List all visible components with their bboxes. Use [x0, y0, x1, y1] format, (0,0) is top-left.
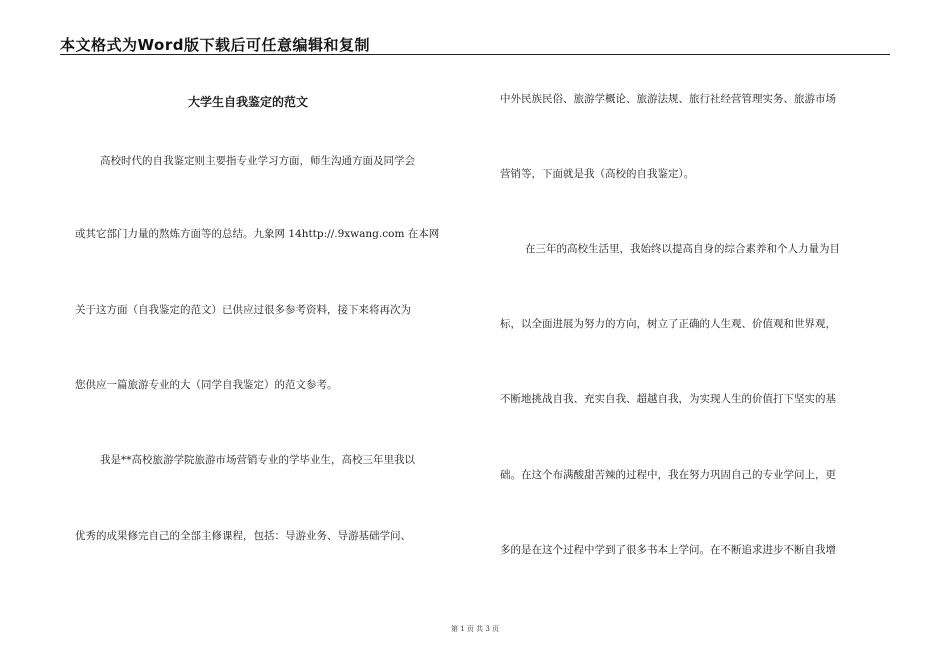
body-line: 中外民族民俗、旅游学概论、旅游法规、旅行社经营管理实务、旅游市场 [500, 93, 836, 105]
body-line: 或其它部门力量的熬炼方面等的总结。九象网 14http://.9xwang.com 在本网 [75, 228, 440, 240]
page-number-footer: 第 1 页 共 3 页 [450, 625, 500, 633]
body-line: 多的是在这个过程中学到了很多书本上学问。在不断追求进步不断自我增 [500, 544, 836, 556]
body-line: 础。在这个布满酸甜苦辣的过程中，我在努力巩固自己的专业学问上，更 [500, 469, 836, 481]
body-line: 营销等，下面就是我（高校的自我鉴定）。 [500, 168, 695, 180]
body-line: 高校时代的自我鉴定则主要指专业学习方面，师生沟通方面及同学会 [100, 155, 415, 167]
body-line: 标，以全面进展为努力的方向，树立了正确的人生观、价值观和世界观， [500, 318, 836, 330]
body-line: 优秀的成果修完自己的全部主修课程，包括：导游业务、导游基础学问、 [75, 530, 411, 542]
body-line: 在三年的高校生活里，我始终以提高自身的综合素养和个人力量为目 [525, 243, 840, 255]
body-line: 我是**高校旅游学院旅游市场营销专业的学毕业生，高校三年里我以 [100, 454, 415, 466]
body-line: 关于这方面（自我鉴定的范文）已供应过很多参考资料，接下来将再次为 [75, 304, 411, 316]
body-line: 不断地挑战自我、充实自我、超越自我，为实现人生的价值打下坚实的基 [500, 393, 836, 405]
body-line: 您供应一篇旅游专业的大（同学自我鉴定）的范文参考。 [75, 379, 338, 391]
left-text-column [75, 0, 470, 600]
document-header-banner: 本文格式为Word版下载后可任意编辑和复制 [60, 36, 370, 54]
document-title: 大学生自我鉴定的范文 [188, 95, 309, 109]
right-text-column [500, 0, 895, 600]
